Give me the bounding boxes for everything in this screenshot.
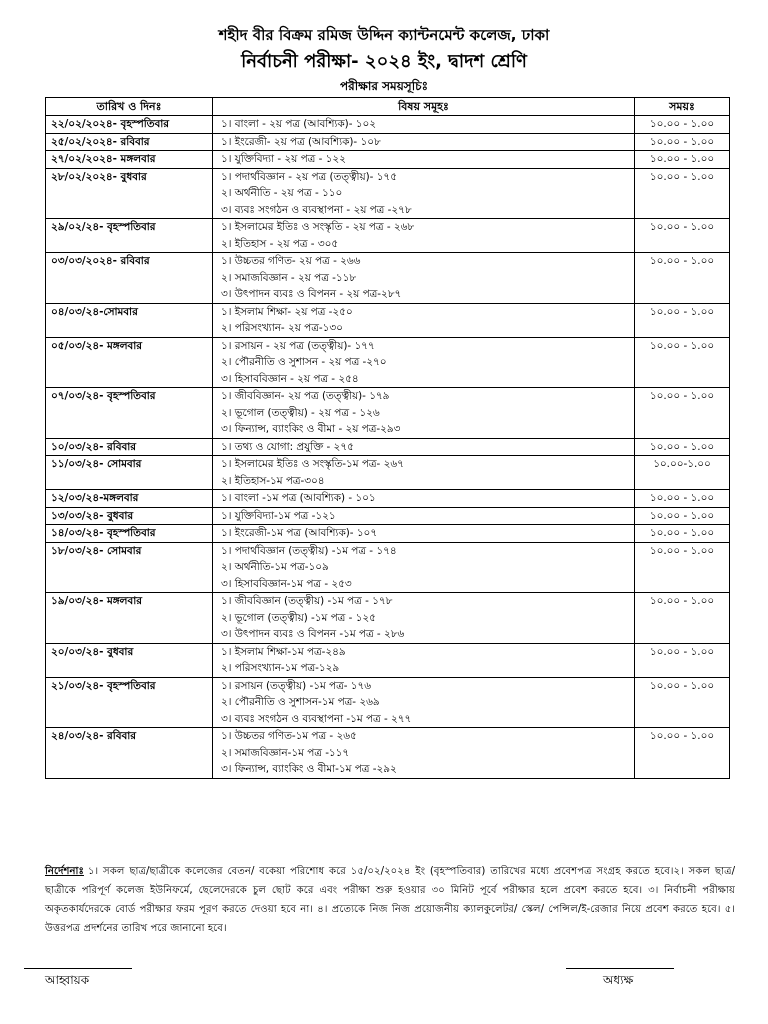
exam-date: ২০/০৩/২৪- বুধবার [51,645,134,658]
table-row [46,490,730,508]
schedule-title: পরীক্ষার সময়সূচিঃ [339,79,429,93]
exam-date: ১৩/০৩/২৪- বুধবার [51,509,134,522]
subjects-cell [213,728,635,779]
subject-item: ২। সমাজবিজ্ঞান-১ম পত্র -১১৭ [221,746,350,759]
subjects-cell [213,542,635,593]
exam-date: ০৭/০৩/২৪- বৃহস্পতিবার [51,390,156,402]
subject-item: ২। অর্থনীতি-১ম পত্র-১০৯ [221,561,329,573]
subject-item: ১। উচ্চতর গণিত- ২য় পত্র - ২৬৬ [221,255,361,267]
subjects-column-header: বিষয় সমূহঃ [213,98,635,116]
exam-time-cell [635,133,730,151]
exam-date: ১২/০৩/২৪-মঙ্গলবার [51,492,139,504]
exam-date: ০৩/০৩/২০২৪- রবিবার [51,255,150,267]
institution-name: শহীদ বীর বিক্রম রমিজ উদ্দিন ক্যান্টনমেন্ট কলেজ, ঢাকা [218,26,550,44]
exam-time: ১০.০০-১.০০ [653,458,711,470]
convener-label: আহ্বায়ক [45,973,90,987]
exam-date-cell [46,438,213,456]
subjects-cell [213,490,635,508]
time-column-header: সময়ঃ [635,98,730,116]
exam-date-cell [46,507,213,525]
table-row [46,542,730,593]
exam-time-cell [635,490,730,508]
exam-time: ১০.০০ - ১.০০ [649,153,715,165]
subject-item: ১। ইংরেজী-১ম পত্র (আবশ্যিক)- ১০৭ [221,527,378,539]
subject-item: ১। রসায়ন (তত্ত্বীয়) -১ম পত্র- ১৭৬ [221,679,372,692]
table-row [46,525,730,543]
table-body [46,116,730,779]
exam-time-cell [635,303,730,337]
subject-item: ২। পরিসংখ্যান- ২য় পত্র-১৩০ [221,322,343,334]
subjects-cell [213,593,635,644]
exam-time: ১০.০০ - ১.০০ [649,255,715,267]
exam-time-cell [635,438,730,456]
subjects-cell [213,507,635,525]
subjects-cell [213,219,635,253]
exam-date: ১৮/০৩/২৪- সোমবার [51,544,142,557]
subjects-cell [213,116,635,134]
exam-date-cell [46,456,213,490]
exam-date-cell [46,303,213,337]
table-row [46,303,730,337]
exam-date: ০৪/০৩/২৪-সোমবার [51,305,138,318]
exam-time-cell [635,677,730,728]
subject-item: ২। পৌরনীতি ও সুশাসন - ২য় পত্র -২৭০ [221,356,387,368]
table-row [46,388,730,439]
subjects-cell [213,253,635,304]
subject-item: ১। যুক্তিবিদ্যা - ২য় পত্র - ১২২ [221,153,346,165]
exam-date: ২৪/০৩/২৪- রবিবার [51,730,137,742]
subject-item: ১। যুক্তিবিদ্যা-১ম পত্র -১২১ [221,509,336,522]
exam-time-cell [635,388,730,439]
exam-date-cell [46,490,213,508]
exam-time: ১০.০০ - ১.০০ [649,118,715,130]
exam-time-cell [635,593,730,644]
subjects-cell [213,456,635,490]
convener-signature-line [24,968,132,969]
subjects-cell [213,337,635,388]
exam-time: ১০.০০ - ১.০০ [649,339,715,352]
subject-item: ৩। উৎপাদন ব্যবঃ ও বিপনন - ২য় পত্র-২৮৭ [221,288,402,300]
exam-time-cell [635,116,730,134]
exam-date-cell [46,542,213,593]
exam-time-cell [635,151,730,169]
exam-time: ১০.০০ - ১.০০ [649,730,715,742]
exam-time: ১০.০০ - ১.০০ [649,390,715,402]
principal-label: অধ্যক্ষ [603,973,634,987]
subjects-cell [213,388,635,439]
exam-date-cell [46,677,213,728]
exam-time: ১০.০০ - ১.০০ [649,509,715,522]
exam-date: ২৭/০২/২০২৪- মঙ্গলবার [51,153,156,165]
exam-time: ১০.০০ - ১.০০ [649,221,715,233]
subject-item: ৩। ব্যবঃ সংগঠন ও ব্যবস্থাপনা -১ম পত্র - ২৭৭ [221,712,412,725]
exam-time-cell [635,456,730,490]
exam-title: নির্বাচনী পরীক্ষা- ২০২৪ ইং, দ্বাদশ শ্রেণি [241,51,527,72]
exam-schedule-table [45,97,730,779]
subject-item: ২। ইতিহাস - ২য় পত্র - ৩০৫ [221,237,339,250]
exam-time: ১০.০০ - ১.০০ [649,305,715,318]
subject-item: ২। অর্থনীতি - ২য় পত্র - ১১০ [221,187,343,199]
exam-time: ১০.০০ - ১.০০ [649,595,715,607]
subjects-cell [213,303,635,337]
table-row [46,507,730,525]
exam-date: ২১/০৩/২৪- বৃহস্পতিবার [51,679,156,692]
exam-time-cell [635,253,730,304]
principal-signature-line [566,968,674,969]
subject-item: ১। উচ্চতর গণিত-১ম পত্র - ২৬৫ [221,730,357,742]
subject-item: ১। ইসলাম শিক্ষা-১ম পত্র-২৪৯ [221,645,346,658]
subject-item: ৩। উৎপাদন ব্যবঃ ও বিপনন -১ম পত্র - ২৮৬ [221,628,405,640]
exam-time: ১০.০০ - ১.০০ [649,544,715,557]
exam-date-cell [46,388,213,439]
subject-item: ১। ইসলাম শিক্ষা- ২য় পত্র -২৫০ [221,305,353,318]
subject-item: ১। পদার্থবিজ্ঞান - ২য় পত্র (তত্ত্বীয়)- ১৭৫ [221,170,397,183]
exam-date-cell [46,151,213,169]
subject-item: ১। ইসলামের ইতিঃ ও সংস্কৃতি - ২য় পত্র - ২৬৮ [221,221,415,233]
subject-item: ২। পৌরনীতি ও সুশাসন-১ম পত্র- ২৬৯ [221,696,380,708]
table-row [46,438,730,456]
subject-item: ১। বাংলা -১ম পত্র (আবশ্যিক) - ১০১ [221,492,376,504]
exam-time: ১০.০০ - ১.০০ [649,492,715,504]
exam-date-cell [46,168,213,219]
subject-item: ১। জীববিজ্ঞান- ২য় পত্র (তত্ত্বীয়)- ১৭৯ [221,390,390,402]
exam-date-cell [46,219,213,253]
table-row [46,219,730,253]
exam-date: ১০/০৩/২৪- রবিবার [51,440,137,453]
exam-date: ০৫/০৩/২৪- মঙ্গলবার [51,339,142,352]
table-row [46,643,730,677]
exam-time: ১০.০০ - ১.০০ [649,440,715,453]
subjects-cell [213,438,635,456]
subjects-cell [213,677,635,728]
table-row [46,337,730,388]
subject-item: ১। ইংরেজী- ২য় পত্র (আবশ্যিক)- ১০৮ [221,135,381,148]
exam-date: ২৫/০২/২০২৪- রবিবার [51,135,150,148]
exam-date-cell [46,593,213,644]
instructions-label: নির্দেশনাঃ [45,866,84,877]
exam-time-cell [635,337,730,388]
exam-time: ১০.০০ - ১.০০ [649,135,715,148]
subjects-cell [213,643,635,677]
subjects-cell [213,133,635,151]
subject-item: ১। বাংলা - ২য় পত্র (আবশ্যিক)- ১০২ [221,118,377,130]
table-row [46,116,730,134]
table-row [46,593,730,644]
table-row [46,728,730,779]
exam-time-cell [635,168,730,219]
exam-date-cell [46,525,213,543]
subject-item: ২। ভূগোল (তত্ত্বীয়) -১ম পত্র - ১২৫ [221,611,376,624]
table-row [46,168,730,219]
exam-date-cell [46,116,213,134]
table-header-row [46,98,730,116]
exam-time-cell [635,219,730,253]
exam-date-cell [46,133,213,151]
instructions [45,862,735,938]
subject-item: ৩। ব্যবঃ সংগঠন ও ব্যবস্থাপনা - ২য় পত্র -২৭৮ [221,203,412,216]
table-row [46,253,730,304]
exam-time: ১০.০০ - ১.০০ [649,645,715,658]
exam-time: ১০.০০ - ১.০০ [649,679,715,692]
table-row [46,151,730,169]
exam-date: ২৮/০২/২০২৪- বুধবার [51,170,147,183]
subject-item: ২। ইতিহাস-১ম পত্র-৩০৪ [221,474,325,487]
exam-time-cell [635,525,730,543]
subject-item: ৩। হিসাববিজ্ঞান-১ম পত্র - ২৫৩ [221,577,352,590]
exam-time-cell [635,542,730,593]
exam-date: ১৪/০৩/২৪- বৃহস্পতিবার [51,527,156,539]
table-row [46,456,730,490]
subjects-cell [213,151,635,169]
exam-date-cell [46,728,213,779]
subject-item: ১। পদার্থবিজ্ঞান (তত্ত্বীয়) -১ম পত্র - ১৭৪ [221,544,397,557]
subject-item: ৩। ফিন্যান্স, ব্যাংকিং ও বীমা - ২য় পত্র-২৯৩ [221,423,401,435]
subject-item: ১। জীববিজ্ঞান (তত্ত্বীয়) -১ম পত্র - ১৭৮ [221,595,393,607]
subject-item: ২। ভূগোল (তত্ত্বীয়) - ২য় পত্র - ১২৬ [221,406,380,419]
date-column-header: তারিখ ও দিনঃ [46,98,213,116]
subject-item: ১। রসায়ন - ২য় পত্র (তত্ত্বীয়)- ১৭৭ [221,339,375,352]
exam-date: ২৯/০২/২৪- বৃহস্পতিবার [51,221,156,233]
exam-date-cell [46,253,213,304]
instructions-text: ১। সকল ছাত্র/ছাত্রীকে কলেজের বেতন/ বকেয়া পরিশোধ করে ১৫/০২/২০২৪ ইং (বৃহস্পতিবার) তারিখের মধ্যে প্রবেশপত্র সংগ্রহ করতে হবে।২। সকল ছাত্র/ছাত্রীকে পরিপূর্ণ কলেজ ইউনিফর্মে, ছেলেদেরকে চুল ছোট করে এবং পরীক্ষা শুরু হওয়ার ৩০ মিনিট পূর্বে পরীক্ষার হলে প্রবেশ করতে হবে। ৩। নির্বাচনী পরীক্ষায় অকৃতকার্যদেরকে বোর্ড পরীক্ষার ফরম পূরণ করতে দেওয়া হবে না। ৪। প্রত্যেকে নিজ নিজ প্রয়োজনীয় ক্যালকুলেটর/ স্কেল/ পেন্সিল/ই-রেজার নিয়ে প্রবেশ করতে হবে। ৫। উত্তরপত্র প্রদর্শনের তারিখ পরে জানানো হবে। [45,866,735,934]
exam-time-cell [635,728,730,779]
subjects-cell [213,525,635,543]
table-row [46,133,730,151]
exam-time-cell [635,507,730,525]
subjects-cell [213,168,635,219]
exam-date: ২২/০২/২০২৪- বৃহস্পতিবার [51,118,169,130]
exam-time: ১০.০০ - ১.০০ [649,527,715,539]
exam-time: ১০.০০ - ১.০০ [649,170,715,183]
subject-item: ১। তথ্য ও যোগা: প্রযুক্তি - ২৭৫ [221,440,354,453]
exam-date-cell [46,337,213,388]
subject-item: ২। সমাজবিজ্ঞান - ২য় পত্র -১১৮ [221,271,357,284]
subject-item: ১। ইসলামের ইতিঃ ও সংস্কৃতি-১ম পত্র- ২৬৭ [221,458,404,470]
exam-date: ১১/০৩/২৪- সোমবার [51,458,142,470]
subject-item: ৩। হিসাববিজ্ঞান - ২য় পত্র - ২৫৪ [221,372,359,385]
subject-item: ৩। ফিন্যান্স, ব্যাংকিং ও বীমা-১ম পত্র -২৯২ [221,763,397,775]
subject-item: ২। পরিসংখ্যান-১ম পত্র-১২৯ [221,662,340,674]
exam-date-cell [46,643,213,677]
table-row [46,677,730,728]
exam-date: ১৯/০৩/২৪- মঙ্গলবার [51,595,142,607]
exam-time-cell [635,643,730,677]
